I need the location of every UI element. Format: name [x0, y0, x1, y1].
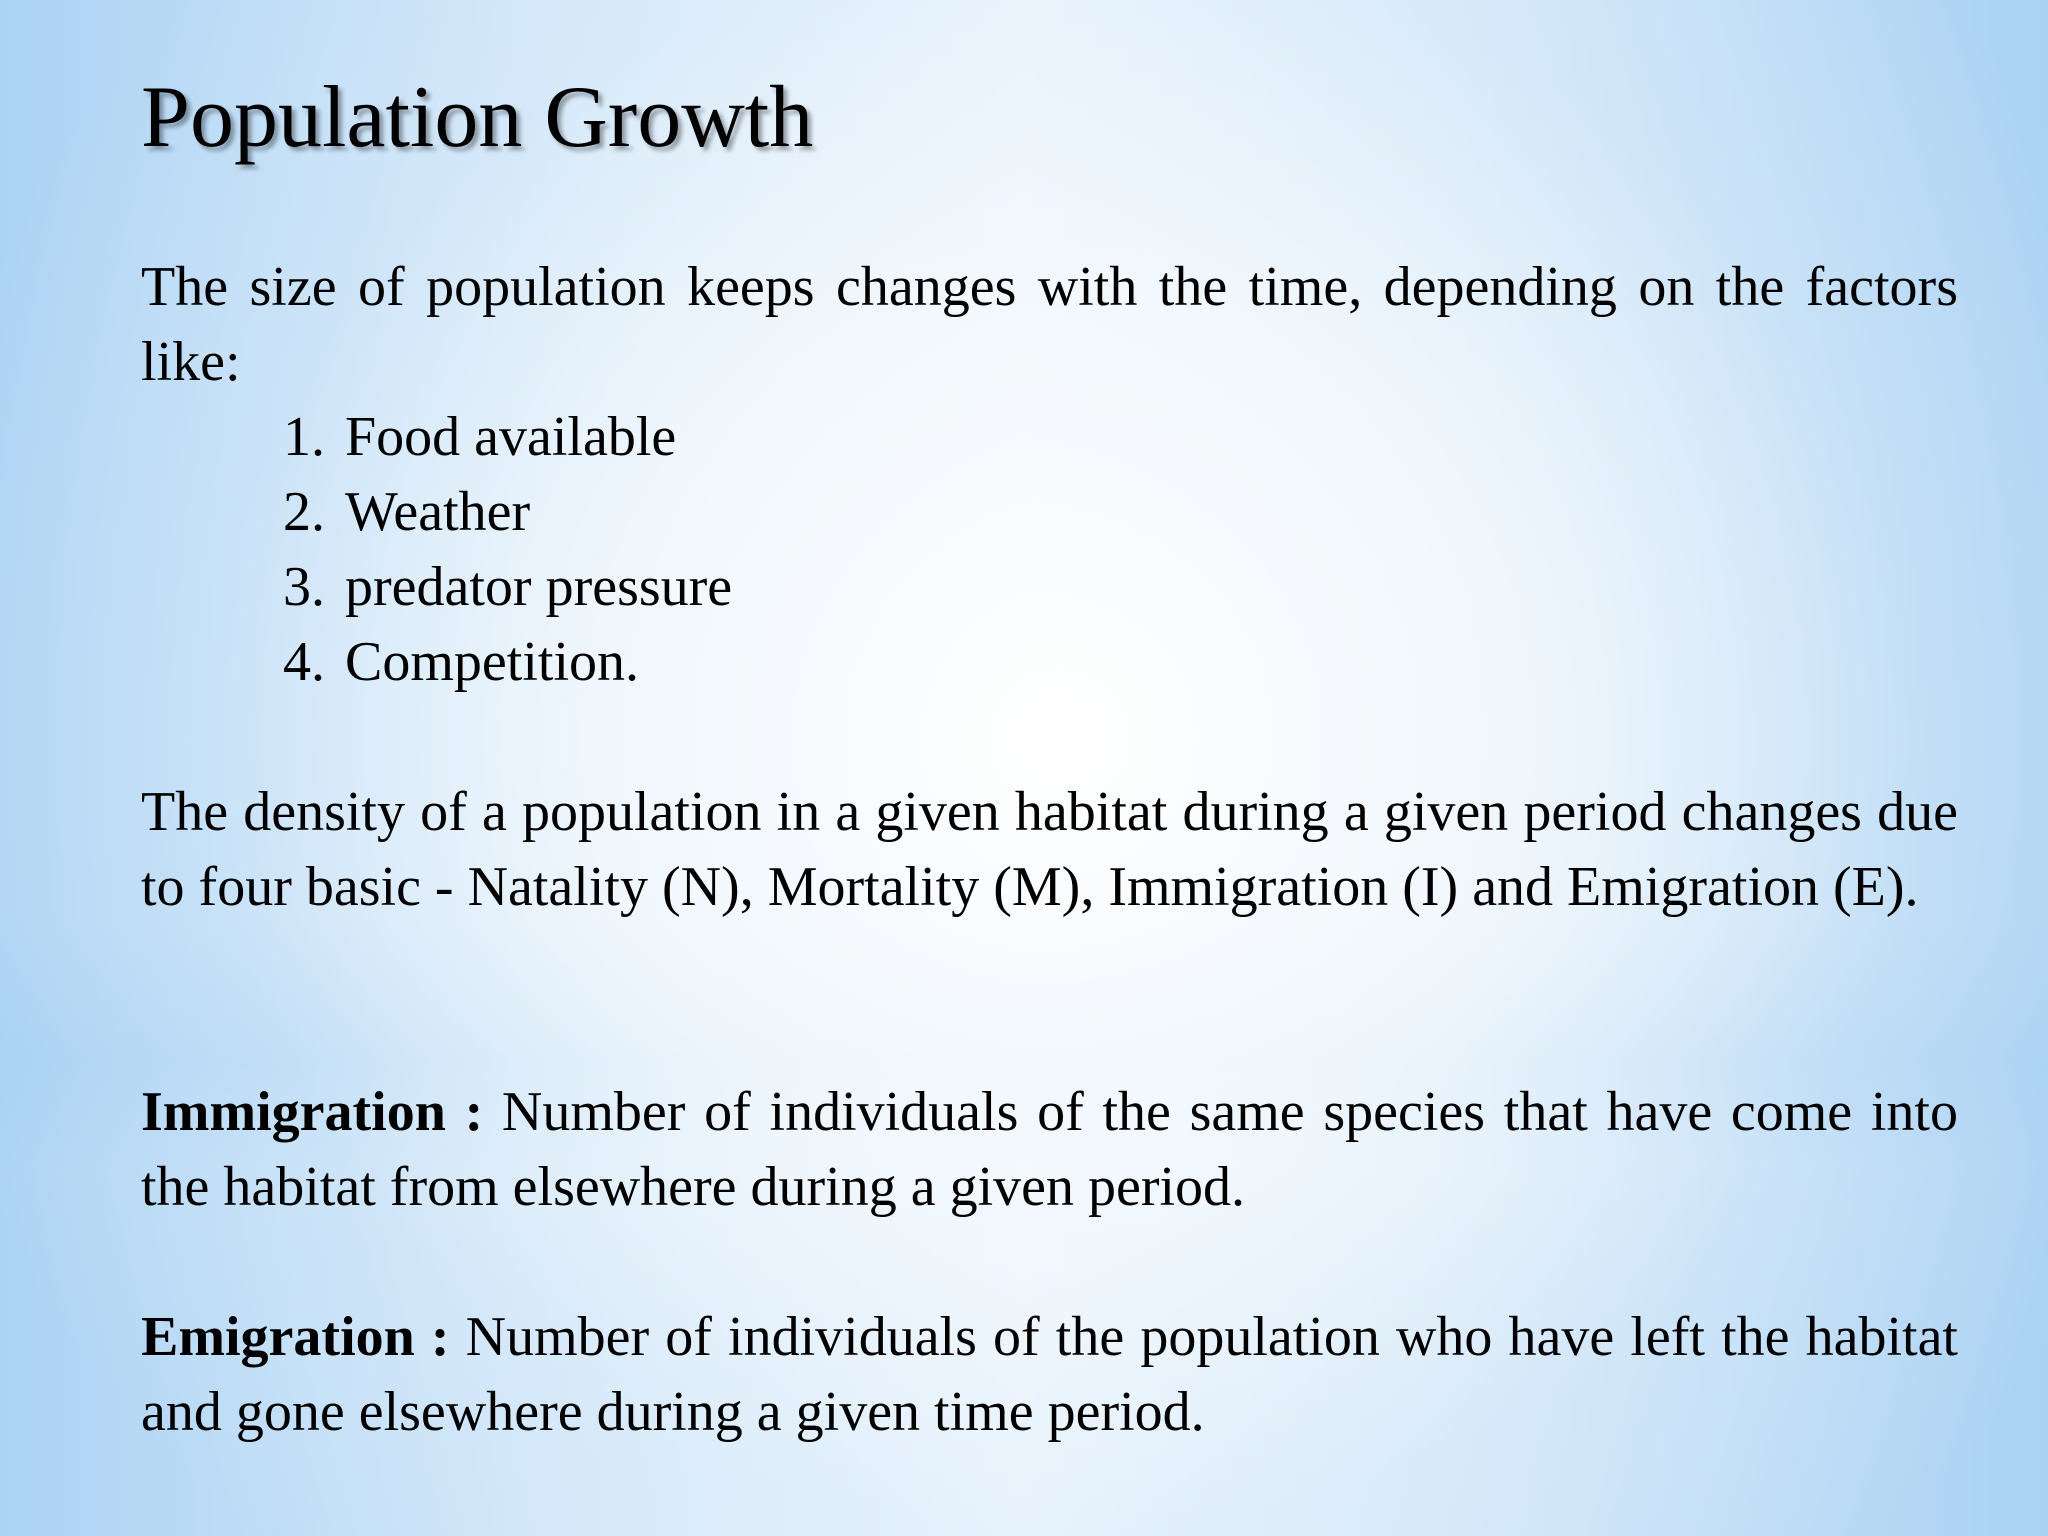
factor-number: 3.	[283, 556, 325, 618]
emigration-definition: Number of individuals of the population who have left the habitat and gone elsewhere during a given time period.	[141, 1306, 1958, 1443]
immigration-term: Immigration :	[141, 1081, 484, 1143]
factor-number: 2.	[283, 481, 325, 543]
factor-text: predator pressure	[345, 556, 733, 618]
factor-text: Competition.	[345, 631, 639, 693]
factor-item	[141, 625, 732, 700]
factor-text: Weather	[345, 481, 531, 543]
factor-item	[141, 400, 732, 475]
factor-number: 4.	[283, 631, 325, 693]
factor-item	[141, 475, 732, 550]
slide-title: Population Growth	[141, 69, 814, 166]
immigration-definition: Number of individuals of the same species that have come into the habitat from elsewhere during a given period.	[141, 1081, 1958, 1218]
factor-number: 1.	[283, 406, 325, 468]
intro-paragraph: The size of population keeps changes with the time, depending on the factors like:	[141, 256, 1958, 393]
emigration-term: Emigration :	[141, 1306, 450, 1368]
factor-item	[141, 550, 732, 625]
factor-text: Food available	[345, 406, 677, 468]
density-paragraph: The density of a population in a given habitat during a given period changes due to four basic - Natality (N), Mortality (M), Immigration (I) and Emigration (E).	[141, 781, 1958, 918]
factor-list	[141, 400, 732, 700]
immigration-paragraph	[141, 1075, 1958, 1225]
emigration-paragraph	[141, 1300, 1958, 1450]
